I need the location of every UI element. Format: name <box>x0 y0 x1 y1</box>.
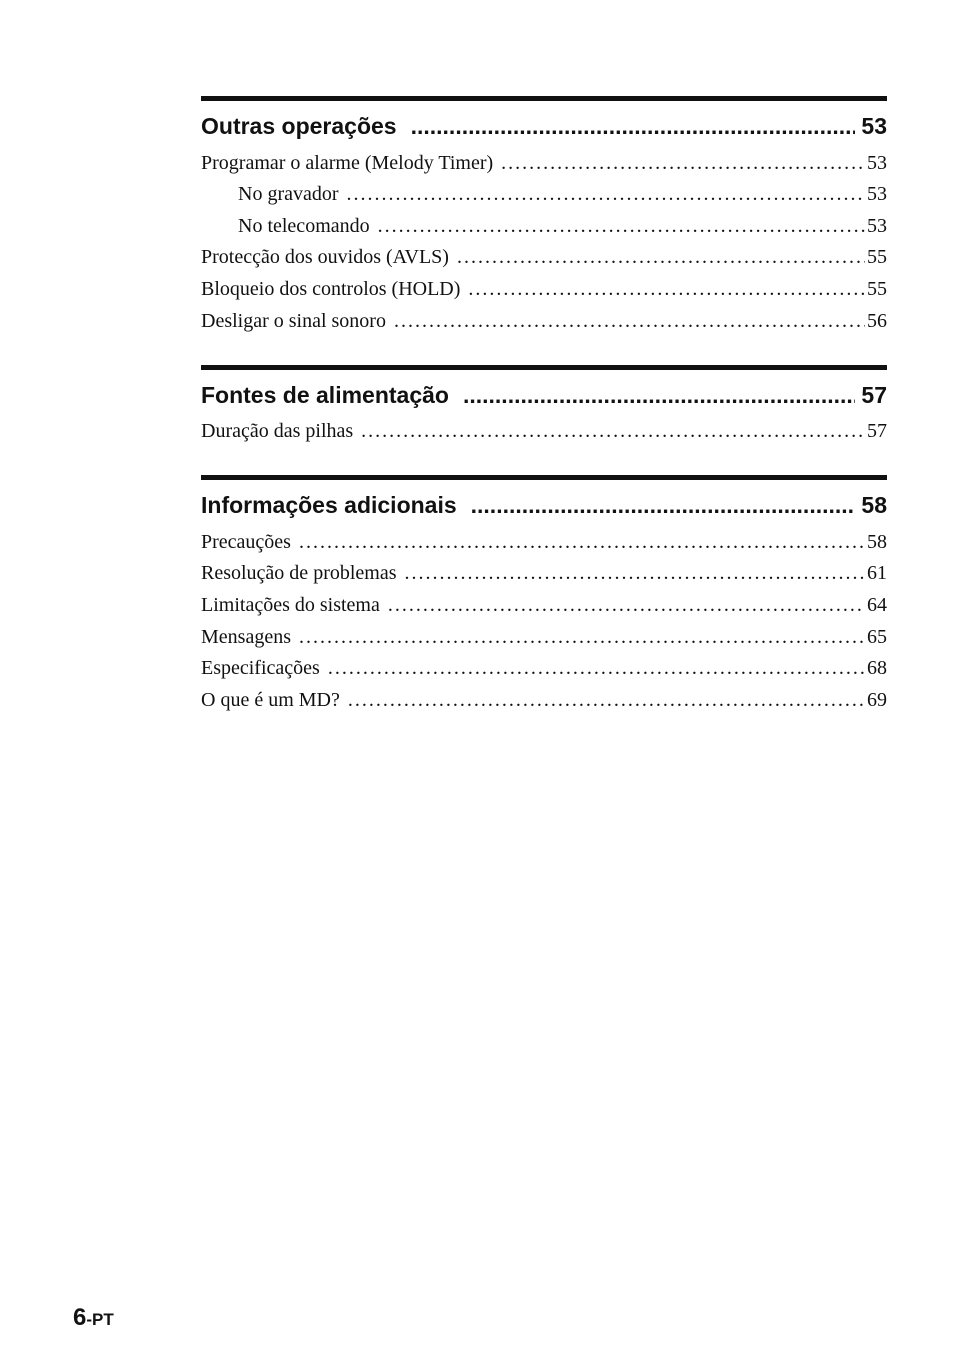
entry-title: No telecomando <box>238 214 370 237</box>
dot-leader <box>394 311 865 331</box>
dot-leader <box>457 247 865 267</box>
toc-entry <box>201 615 887 647</box>
toc-entry <box>201 552 887 584</box>
entry-title: Limitações do sistema <box>201 593 380 616</box>
toc-entry <box>201 410 887 442</box>
section-page-number: 53 <box>861 113 887 139</box>
dot-leader <box>347 184 865 204</box>
section-title: Informações adicionais <box>201 492 457 519</box>
toc-entry <box>201 141 887 173</box>
entry-page-number: 65 <box>867 625 887 648</box>
entry-page-number: 53 <box>867 151 887 174</box>
entry-title: Protecção dos ouvidos (AVLS) <box>201 246 449 269</box>
dot-leader <box>501 153 865 173</box>
section-heading <box>201 480 887 520</box>
entry-page-number: 57 <box>867 420 887 443</box>
section-heading <box>201 101 887 141</box>
section-page-number: 58 <box>861 492 887 519</box>
entry-page-number: 53 <box>867 183 887 206</box>
entry-page-number: 64 <box>867 593 887 616</box>
entry-title: Resolução de problemas <box>201 562 397 585</box>
entry-page-number: 55 <box>867 277 887 300</box>
dot-leader <box>361 421 865 441</box>
entry-page-number: 61 <box>867 562 887 585</box>
dot-leader <box>299 532 865 552</box>
section-title: Fontes de alimentação <box>201 381 449 408</box>
dot-leader <box>348 690 865 710</box>
dot-leader <box>378 216 865 236</box>
folio-number: 6 <box>73 1304 87 1331</box>
dot-leader <box>471 494 856 517</box>
toc-entry <box>201 678 887 710</box>
entry-page-number: 68 <box>867 657 887 680</box>
toc-entry <box>201 520 887 552</box>
dot-leader <box>411 115 856 138</box>
toc-section-informacoes-adicionais <box>201 475 887 710</box>
dot-leader <box>388 595 865 615</box>
entry-page-number: 55 <box>867 246 887 269</box>
folio-suffix: -PT <box>86 1310 114 1329</box>
toc-entry <box>201 583 887 615</box>
entry-page-number: 56 <box>867 309 887 332</box>
section-page-number: 57 <box>861 381 887 408</box>
entry-title: O que é um MD? <box>201 688 340 711</box>
entry-page-number: 53 <box>867 214 887 237</box>
entry-title: Mensagens <box>201 625 291 648</box>
toc-entry <box>201 267 887 299</box>
dot-leader <box>463 384 855 407</box>
toc-subentry <box>201 204 887 236</box>
entry-title: Precauções <box>201 530 291 553</box>
entry-page-number: 69 <box>867 688 887 711</box>
entry-title: Desligar o sinal sonoro <box>201 309 386 332</box>
table-of-contents <box>201 96 887 710</box>
toc-entry <box>201 647 887 679</box>
entry-title: Programar o alarme (Melody Timer) <box>201 151 494 174</box>
toc-entry <box>201 299 887 331</box>
section-heading <box>201 370 887 410</box>
section-title: Outras operações <box>201 113 397 139</box>
entry-title: Especificações <box>201 657 320 680</box>
entry-title: Bloqueio dos controlos (HOLD) <box>201 277 461 300</box>
toc-section-fontes-de-alimentacao <box>201 365 887 442</box>
dot-leader <box>328 658 865 678</box>
entry-title: Duração das pilhas <box>201 420 354 443</box>
dot-leader <box>405 563 866 583</box>
page-folio <box>73 1306 114 1330</box>
entry-title: No gravador <box>238 183 339 206</box>
dot-leader <box>468 279 865 299</box>
toc-entry <box>201 236 887 268</box>
toc-subentry <box>201 173 887 205</box>
entry-page-number: 58 <box>867 530 887 553</box>
dot-leader <box>299 627 865 647</box>
toc-section-outras-operacoes <box>201 96 887 331</box>
